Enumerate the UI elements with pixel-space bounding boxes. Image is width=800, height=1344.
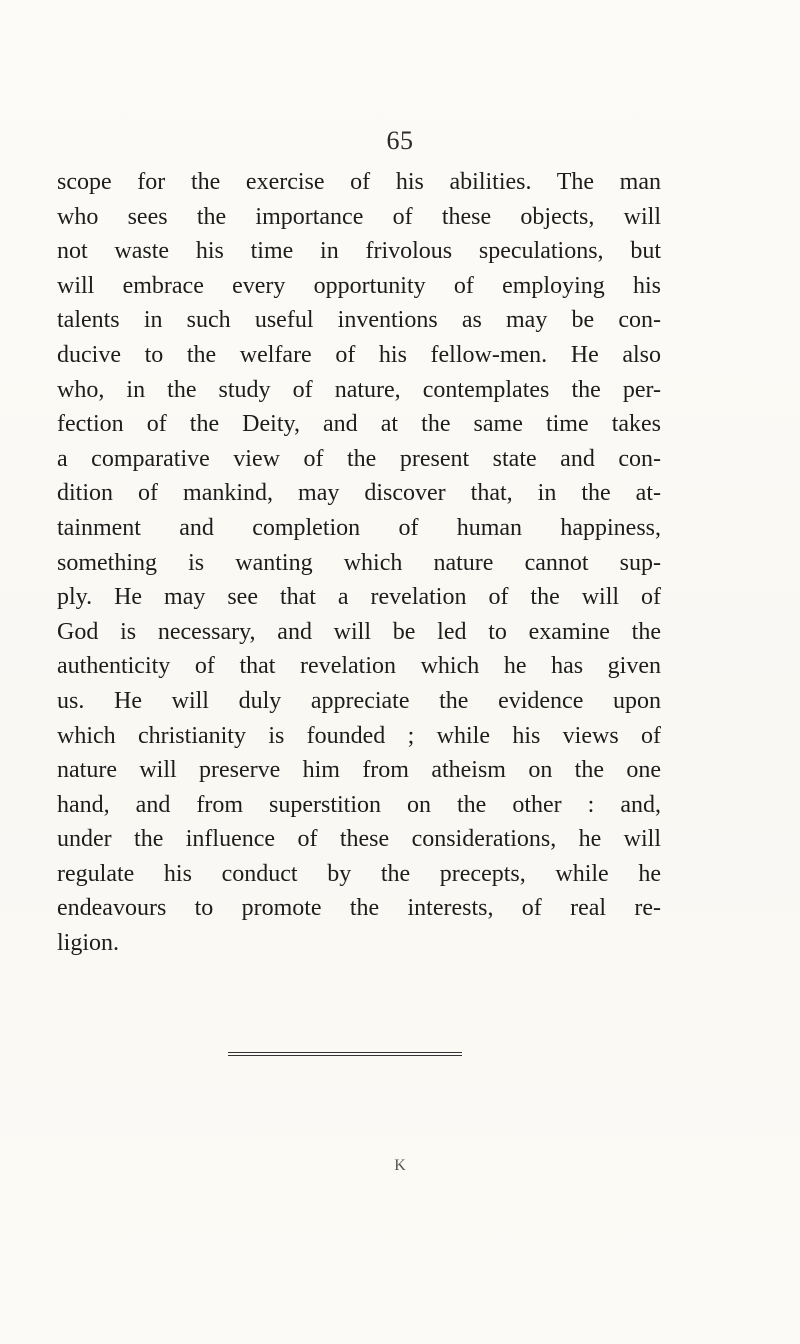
text-line: us. He will duly appreciate the evidence upon xyxy=(57,687,661,714)
text-line: something is wanting which nature cannot sup- xyxy=(57,549,661,576)
page-number: 65 xyxy=(386,126,414,155)
text-line: who sees the importance of these objects, will xyxy=(57,203,661,230)
text-line: tainment and completion of human happiness, xyxy=(57,514,661,541)
text-line-last: ligion. xyxy=(57,930,120,957)
text-line: dition of mankind, may discover that, in the at- xyxy=(57,480,661,507)
printer-signature: K xyxy=(394,1157,406,1174)
text-line: who, in the study of nature, contemplates the per- xyxy=(57,376,661,403)
text-line: nature will preserve him from atheism on the one xyxy=(57,757,661,784)
text-line: regulate his conduct by the precepts, while he xyxy=(57,860,661,887)
text-line: which christianity is founded ; while his views of xyxy=(57,722,661,749)
section-divider xyxy=(228,1052,462,1056)
text-line: will embrace every opportunity of employing his xyxy=(57,272,661,299)
text-line: not waste his time in frivolous speculations, but xyxy=(57,238,661,265)
text-line: hand, and from superstition on the other : and, xyxy=(57,791,661,818)
text-line: ply. He may see that a revelation of the will of xyxy=(57,584,661,611)
body-text xyxy=(57,165,661,961)
text-line: authenticity of that revelation which he has given xyxy=(57,653,661,680)
text-line: endeavours to promote the interests, of real re- xyxy=(57,895,661,922)
text-line: ducive to the welfare of his fellow-men. He also xyxy=(57,341,661,368)
text-line: God is necessary, and will be led to examine the xyxy=(57,618,661,645)
text-line: fection of the Deity, and at the same time takes xyxy=(57,411,661,438)
text-line: scope for the exercise of his abilities. The man xyxy=(57,169,661,195)
text-line: talents in such useful inventions as may be con- xyxy=(57,307,661,334)
text-line: under the influence of these considerations, he will xyxy=(57,826,661,853)
text-line: a comparative view of the present state and con- xyxy=(57,445,661,472)
